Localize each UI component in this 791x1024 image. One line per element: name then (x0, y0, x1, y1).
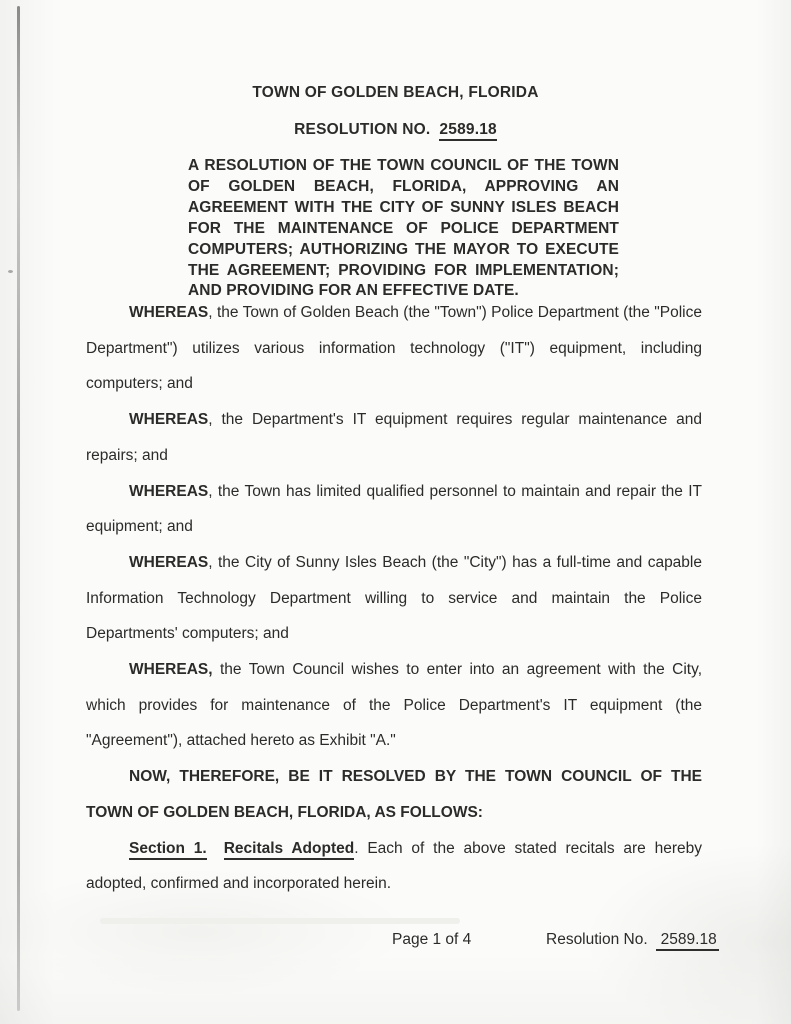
whereas-text: , the Town has limited qualified personnel to maintain and repair the IT equipment; and (86, 482, 702, 536)
whereas-keyword: WHEREAS (129, 304, 209, 321)
whereas-keyword: WHEREAS, (129, 661, 213, 679)
whereas-text: , the Department's IT equipment requires regular maintenance and repairs; and (86, 411, 702, 464)
whereas-keyword: WHEREAS (129, 411, 209, 429)
section-1-heading: Section 1. (129, 840, 207, 860)
whereas-clause-4 (86, 545, 702, 652)
footer-resolution-value: 2589.18 (656, 931, 719, 951)
scan-smudge (100, 918, 460, 924)
now-therefore-text: NOW, THEREFORE, BE IT RESOLVED BY THE TOWN COUNCIL OF THE TOWN OF GOLDEN BEACH, FLORIDA, AS FOLLOWS: (86, 768, 702, 821)
scan-speck (8, 270, 13, 273)
whereas-clause-5 (86, 652, 702, 759)
scan-edge-line (17, 6, 20, 1011)
section-1-text: . Each of the above stated recitals are hereby adopted, confirmed and incorporated herein. (86, 839, 702, 893)
resolution-summary: A RESOLUTION OF THE TOWN COUNCIL OF THE TOWN OF GOLDEN BEACH, FLORIDA, APPROVING AN AGREEMENT WITH THE CITY OF SUNNY ISLES BEACH FOR THE MAINTENANCE OF POLICE DEPARTMENT COMPUTERS; AUTHORIZING THE MAYOR TO EXECUTE THE AGREEMENT; PROVIDING FOR IMPLEMENTATION; AND PROVIDING FOR AN EFFECTIVE DATE. (188, 157, 619, 300)
resolution-number-label: RESOLUTION NO. (294, 121, 431, 138)
section-1-paragraph (86, 831, 702, 902)
page-number: Page 1 of 4 (392, 931, 472, 948)
whereas-text: , the City of Sunny Isles Beach (the "City") has a full-time and capable Information Technology Department willing to service and maintain the Police Departments' computers; and (86, 553, 702, 643)
whereas-clause-1 (86, 295, 702, 402)
whereas-text: the Town Council wishes to enter into an agreement with the City, which provides for maintenance of the Police Department's IT equipment (the "Agreement"), attached hereto as Exhibit "A." (86, 661, 702, 750)
document-body (86, 295, 702, 902)
resolution-number-value: 2589.18 (439, 121, 496, 141)
whereas-text: , the Town of Golden Beach (the "Town") Police Department (the "Police Department") utilizes various information technology ("IT") equipment, including computers; and (86, 304, 702, 393)
whereas-keyword: WHEREAS (129, 482, 209, 500)
whereas-clause-2 (86, 402, 702, 473)
footer-resolution-number (546, 931, 719, 949)
resolution-number-heading (0, 121, 791, 139)
section-1-subheading: Recitals Adopted (224, 840, 355, 860)
now-therefore-clause (86, 759, 702, 830)
whereas-clause-3 (86, 474, 702, 545)
whereas-keyword: WHEREAS (129, 553, 209, 571)
footer-resolution-label: Resolution No. (546, 931, 648, 948)
document-title: TOWN OF GOLDEN BEACH, FLORIDA (252, 84, 539, 101)
